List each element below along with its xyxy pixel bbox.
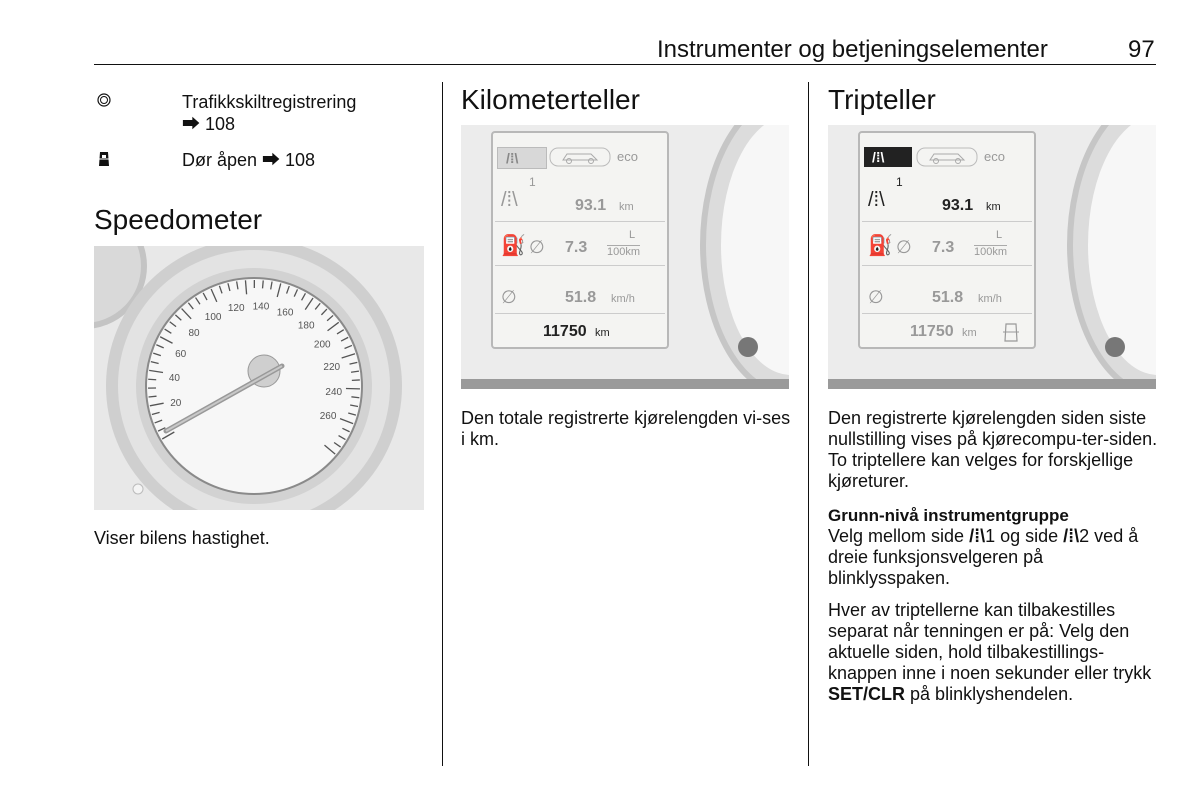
trip-road-icon-inline: /⁞\ (1063, 526, 1080, 546)
speedo-label: 40 (168, 373, 180, 385)
fuel-unit-bottom: 100km (974, 246, 1008, 258)
svg-text:/⁞\: /⁞\ (872, 149, 885, 165)
trip-index: 1 (896, 175, 903, 189)
tripteller-paragraph-3 (828, 600, 1158, 705)
page-header-title: Instrumenter og betjeningselementer (657, 36, 1048, 63)
tab-car-icon (916, 147, 978, 167)
svg-text:/⁞\: /⁞\ (506, 150, 519, 166)
kilometerteller-text: Den totale registrerte kjørelengden vi-ses i km. (461, 408, 791, 449)
trip-unit: km (986, 201, 1001, 213)
speedo-label: 160 (276, 307, 294, 319)
column-divider-right (808, 82, 809, 766)
tripteller-display-image (828, 125, 1156, 389)
speed-unit: km/h (611, 293, 635, 305)
speedo-label: 240 (325, 386, 343, 398)
odometer-display-image (461, 125, 789, 389)
tripteller-heading: Tripteller (828, 84, 936, 115)
left-item-1-label: Trafikkskiltregistrering (182, 92, 357, 112)
p3-part-b: på blinklyshendelen. (910, 684, 1074, 704)
tab-eco: eco (617, 149, 638, 164)
fuel-pump-icon: ⛽ (868, 235, 893, 257)
speedo-label: 140 (252, 301, 270, 313)
trip-value: 93.1 (575, 197, 607, 214)
set-clr-label: SET/CLR (828, 684, 906, 704)
speed-unit: km/h (978, 293, 1002, 305)
tripteller-lcd (858, 131, 1036, 349)
door-open-indicator-icon (1000, 321, 1022, 343)
trip-index: 1 (529, 175, 536, 189)
tab-trip-active-icon (864, 147, 912, 167)
fuel-unit-bottom: 100km (607, 246, 641, 258)
speedometer-image (94, 246, 424, 510)
trip-road-icon: /⁞\ (868, 189, 885, 211)
speedo-label: 260 (319, 411, 337, 423)
tab-trip-icon (497, 147, 547, 169)
fuel-value: 7.3 (565, 239, 588, 256)
tripteller-paragraph-1: Den registrerte kjørelengden siden siste nullstilling vises på kjørecompu-ter-siden. To triptellere kan velges for forskjellige kjøreturer. (828, 408, 1158, 491)
speedo-label: 200 (313, 339, 331, 351)
p3-part-a: Hver av triptellerne kan tilbakestilles separat når tenningen er på: Velg den aktuelle siden, hold tilbakestillings-knappen inne i noen sekunder eller trykk (828, 600, 1152, 683)
trip-unit: km (619, 201, 634, 213)
trip-computer-lcd (491, 131, 669, 349)
odometer-value: 11750 (910, 323, 954, 340)
speed-value: 51.8 (932, 289, 964, 306)
trip-value: 93.1 (942, 197, 974, 214)
speedo-label: 180 (297, 320, 315, 332)
average-speed-icon: ∅ (868, 287, 884, 307)
p2-part-c: 2 ved å dreie funksjonsvelgeren på blinklysspaken. (828, 526, 1139, 588)
trip-road-icon-inline: /⁞\ (969, 526, 986, 546)
left-item-2-label: Dør åpen ⮕ 108 (182, 150, 316, 170)
trip-road-icon: /⁞\ (501, 189, 518, 211)
fuel-pump-icon: ⛽ (501, 235, 526, 257)
tripteller-paragraph-2 (828, 526, 1158, 589)
speedometer-heading: Speedometer (94, 204, 263, 235)
speedo-tick (149, 396, 157, 397)
traffic-sign-icon (96, 92, 112, 113)
fuel-unit-top: L (996, 229, 1003, 241)
speedo-tick (263, 280, 264, 288)
speedo-label: 80 (188, 328, 200, 340)
header-rule (94, 64, 1156, 65)
speedo-tick (351, 397, 359, 398)
average-speed-icon: ∅ (501, 287, 517, 307)
tab-car-icon (549, 147, 611, 167)
speedo-label: 100 (204, 312, 222, 324)
kilometerteller-heading: Kilometerteller (461, 84, 640, 115)
average-symbol-icon: ∅ (529, 237, 545, 257)
speedo-label: 60 (175, 349, 187, 361)
average-symbol-icon: ∅ (896, 237, 912, 257)
fuel-unit-top: L (629, 229, 636, 241)
speedo-tick (148, 379, 156, 380)
column-divider-left (442, 82, 443, 766)
speedo-label: 120 (227, 303, 245, 315)
speedo-label: 220 (323, 362, 341, 374)
speedometer-text: Viser bilens hastighet. (94, 528, 270, 548)
p2-part-b: 1 og side (985, 526, 1059, 546)
door-open-icon (96, 150, 112, 173)
odometer-unit: km (595, 327, 610, 339)
fuel-value: 7.3 (932, 239, 955, 256)
left-item-1-ref: ⮕ 108 (182, 114, 236, 134)
tab-eco: eco (984, 149, 1005, 164)
page-number: 97 (1128, 36, 1155, 63)
p2-part-a: Velg mellom side (828, 526, 965, 546)
odometer-unit: km (962, 327, 977, 339)
odometer-value: 11750 (543, 323, 587, 340)
tripteller-subheading: Grunn-nivå instrumentgruppe (828, 506, 1069, 525)
speedo-label: 20 (170, 397, 182, 409)
speed-value: 51.8 (565, 289, 597, 306)
